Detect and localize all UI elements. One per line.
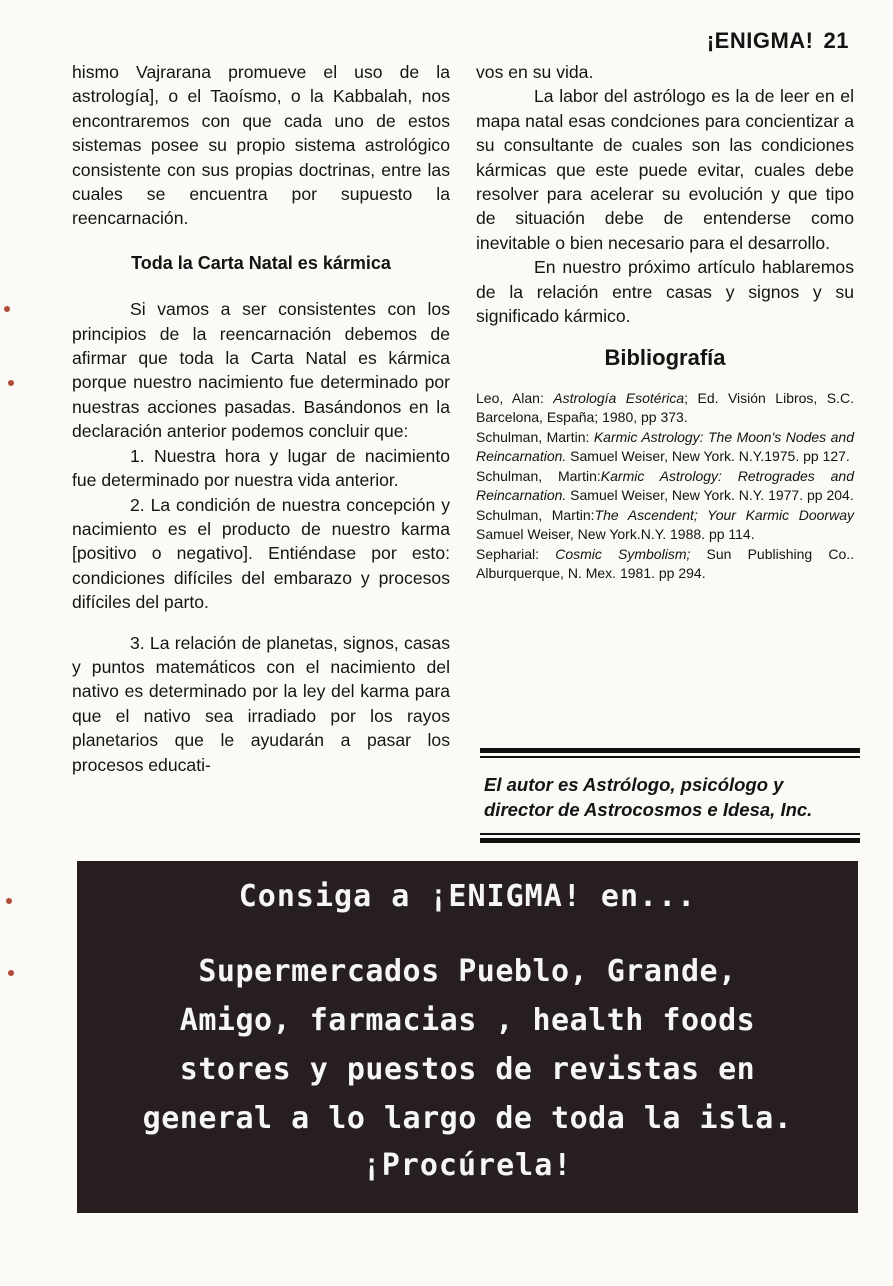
left-column <box>72 60 450 777</box>
divider-thick <box>480 748 860 753</box>
bibliography-entry: Sepharial: Cosmic Symbolism; Sun Publishing Co.. Alburquerque, N. Mex. 1981. pp 294. <box>476 545 855 582</box>
author-line: director de Astrocosmos e Idesa, Inc. <box>484 799 813 820</box>
ad-body <box>77 947 858 1143</box>
bibliography-entry: Schulman, Martin:Karmic Astrology: Retrogrades and Reincarnation. Samuel Weiser, New York. N.Y. 1977. pp 204. <box>476 467 854 504</box>
bibliography-list <box>476 389 854 584</box>
continued-text: vos en su vida. <box>476 62 594 82</box>
page-number: 21 <box>823 28 849 53</box>
list-item-1: 1. Nuestra hora y lugar de nacimiento fue determinado por nuestra vida anterior. <box>72 445 450 491</box>
author-line: El autor es Astrólogo, psicólogo y <box>484 774 784 795</box>
ad-line: Amigo, farmacias , health foods <box>179 1003 756 1038</box>
divider-rules-top <box>480 748 860 758</box>
divider-rules-bottom <box>480 833 860 843</box>
divider-thin <box>480 756 860 758</box>
ad-line: stores y puestos de revistas en <box>179 1052 756 1087</box>
intro-paragraph: hismo Vajrarana promueve el uso de la astrología], o el Taoísmo, o la Kabbalah, nos encontraremos con que cada uno de estos sistemas posee su propio sistema astrológico consistente con sus propias doctrinas, entre las cuales se encuentra por supuesto la reencarnación. <box>72 62 450 229</box>
advertisement-box <box>77 861 858 1213</box>
bibliography-entry: Leo, Alan: Astrología Esotérica; Ed. Visión Libros, S.C. Barcelona, España; 1980, pp 373. <box>476 389 854 426</box>
binding-mark <box>8 380 14 386</box>
magazine-name: ¡ENIGMA! <box>706 28 814 53</box>
section-subheading: Toda la Carta Natal es kármica <box>131 252 391 273</box>
body-paragraph: En nuestro próximo artículo hablaremos de la relación entre casas y signos y su significado kármico. <box>476 257 854 327</box>
bibliography-entry: Schulman, Martin: Karmic Astrology: The Moon's Nodes and Reincarnation. Samuel Weiser, New York. N.Y.1975. pp 127. <box>476 428 854 465</box>
binding-mark <box>4 306 10 312</box>
bibliography-entry: Schulman, Martin:The Ascendent; Your Karmic Doorway Samuel Weiser, New York.N.Y. 1988. pp 114. <box>476 506 854 543</box>
binding-mark <box>8 970 14 976</box>
ad-headline: Consiga a ¡ENIGMA! en... <box>238 879 697 914</box>
page-header <box>697 28 849 54</box>
ad-signoff: ¡Procúrela! <box>362 1148 573 1183</box>
list-item-3: 3. La relación de planetas, signos, casas y puntos matemáticos con el nacimiento del nativo es determinado por la ley del karma para que el nativo sea irradiado por los rayos planetarios que le ayudarán a pasar los procesos educati- <box>72 632 450 775</box>
body-paragraph: La labor del astrólogo es la de leer en el mapa natal esas condciones para concientizar a su consultante de cuales son las condiciones kármicas que este puede evitar, cuales debe resolver para acelerar su evolución y que tipo de situación debe de entenderse como inevitable o bien necesario para el desarrollo. <box>476 86 854 253</box>
divider-thick <box>480 838 860 843</box>
right-column <box>476 60 854 584</box>
binding-mark <box>6 898 12 904</box>
body-paragraph: Si vamos a ser consistentes con los principios de la reencarnación debemos de afirmar que toda la Carta Natal es kármica porque nuestro nacimiento fue determinado por nuestras acciones pasadas. Basándonos en la declaración anterior podemos concluir que: <box>72 299 450 442</box>
ad-line: general a lo largo de toda la isla. <box>142 1101 793 1136</box>
divider-thin <box>480 833 860 835</box>
bibliography-heading: Bibliografía <box>604 345 726 371</box>
list-item-2: 2. La condición de nuestra concepción y nacimiento es el producto de nuestro karma [positivo o negativo]. Entiéndase por esto: condiciones difíciles del embarazo y procesos difíciles del parto. <box>72 494 450 613</box>
ad-line: Supermercados Pueblo, Grande, <box>198 954 737 989</box>
author-note <box>484 772 864 822</box>
